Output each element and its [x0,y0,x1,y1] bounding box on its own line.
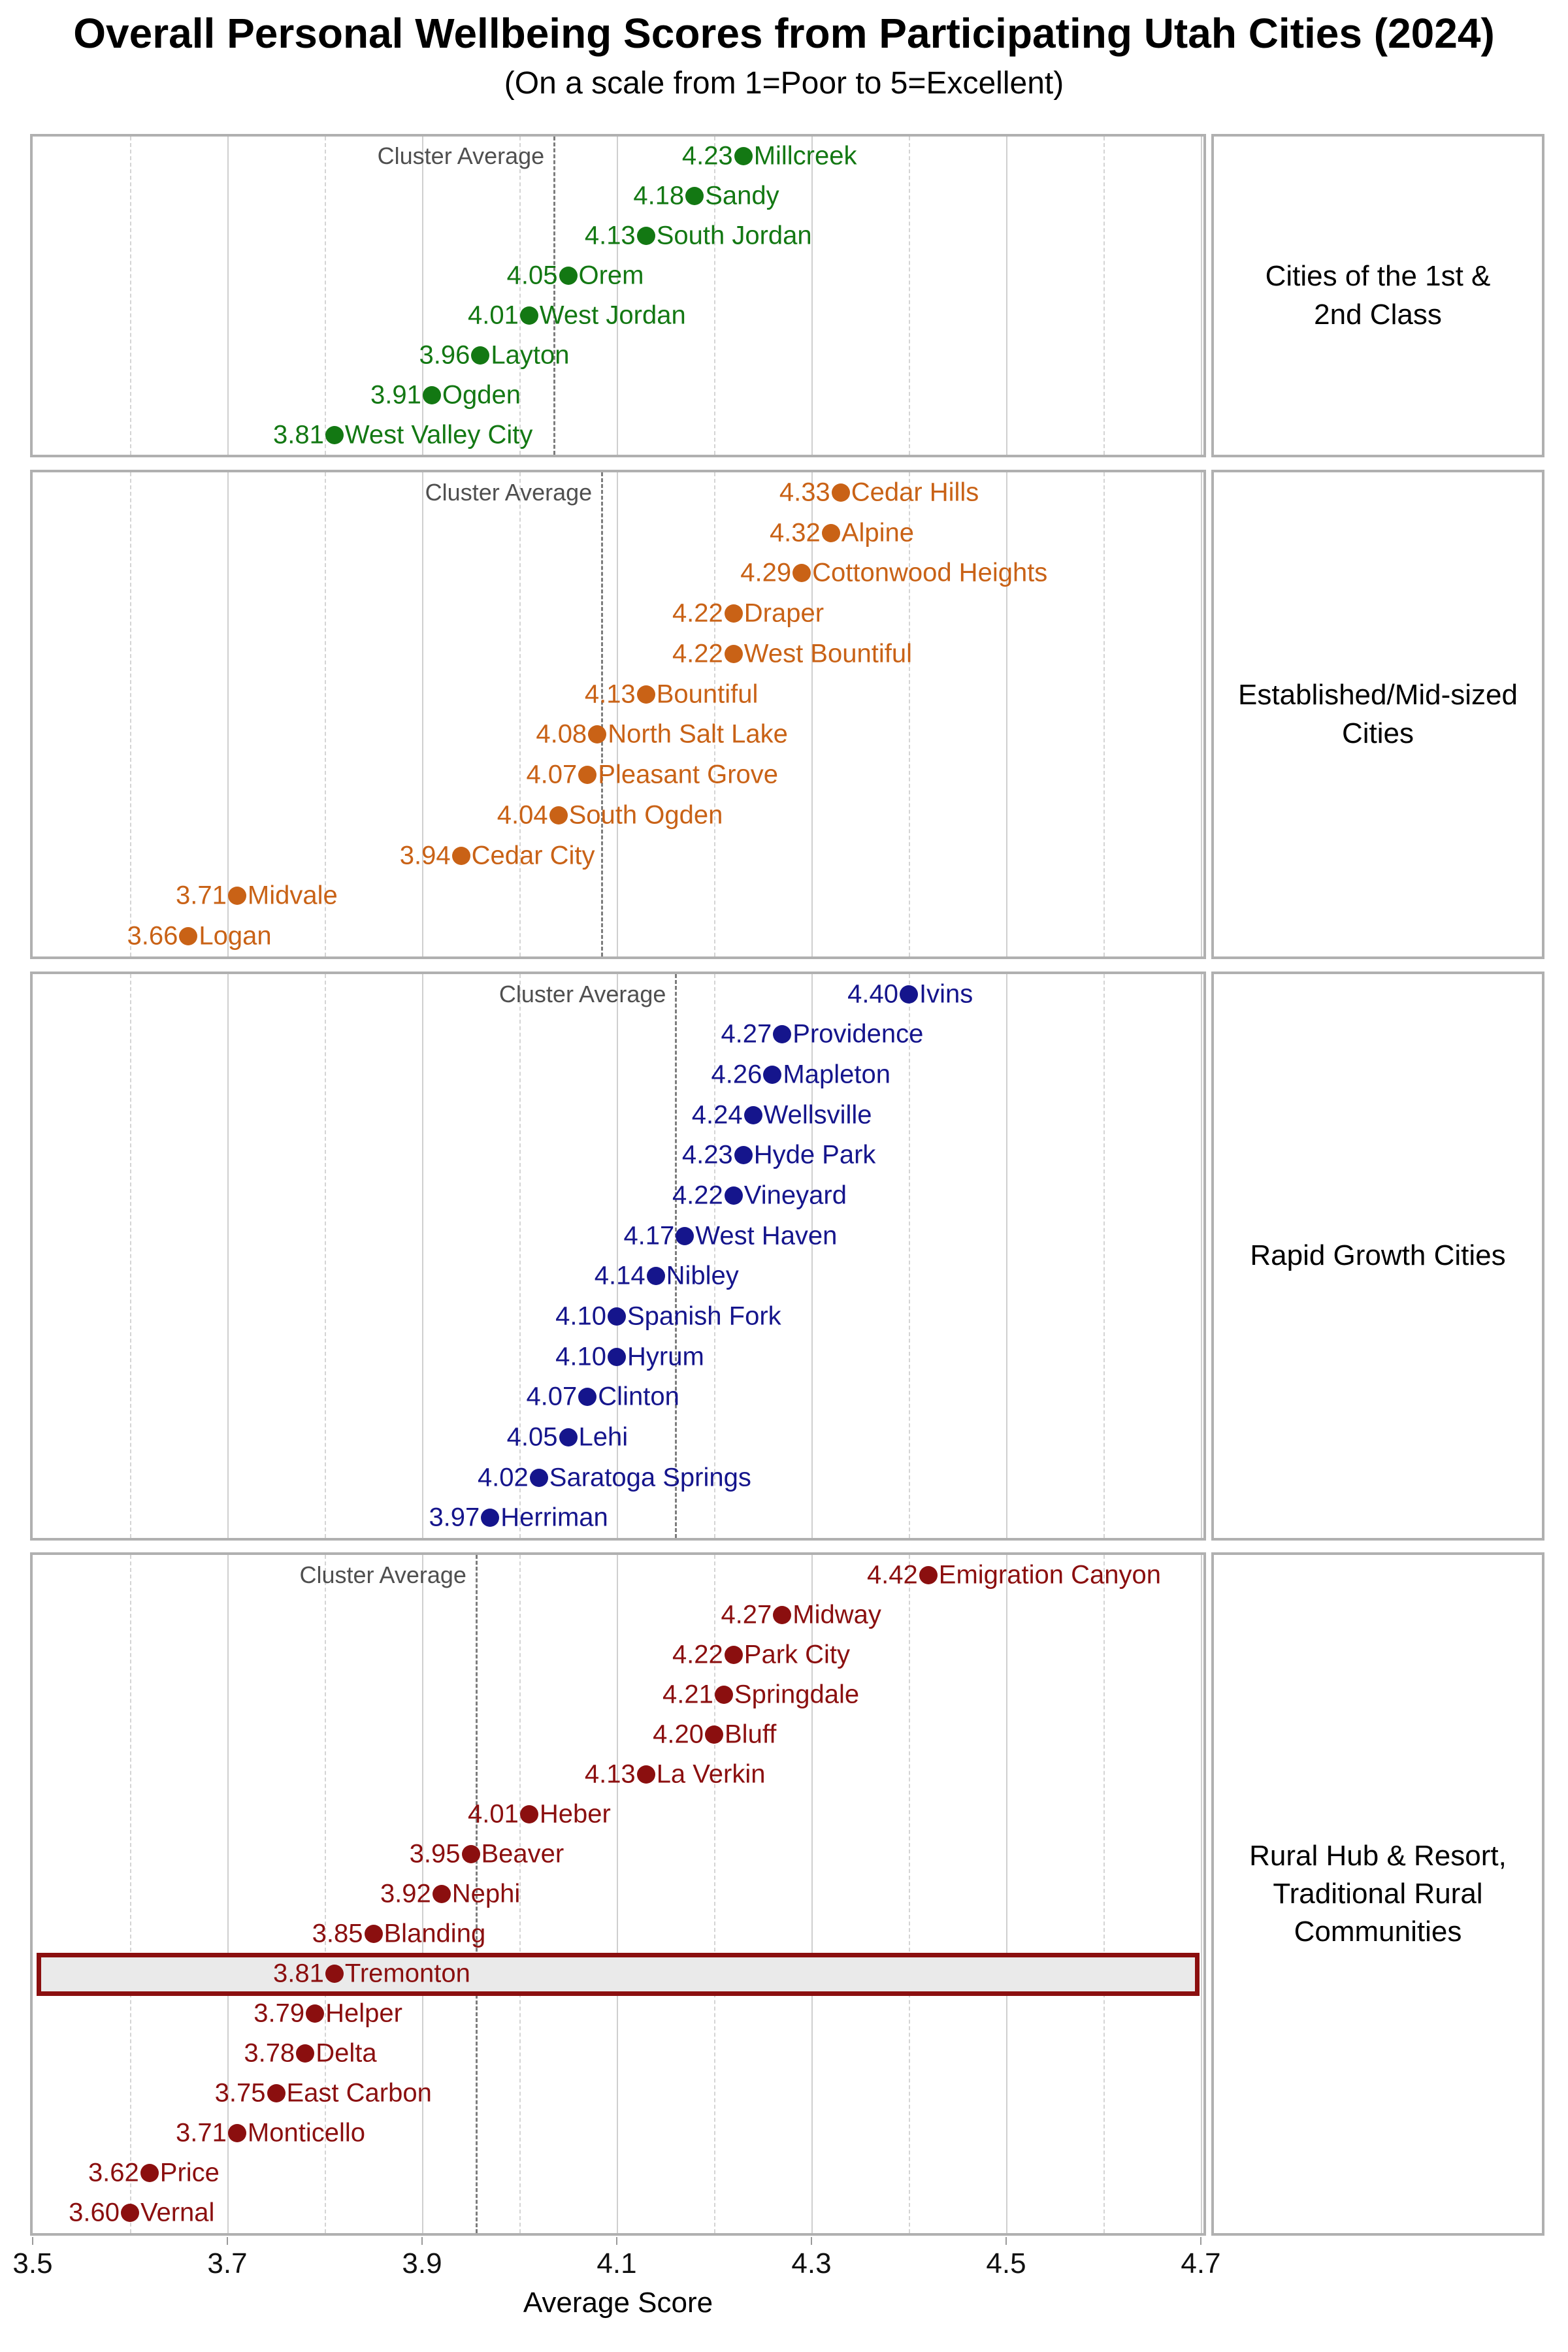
city-name: Beaver [481,1839,564,1869]
city-name: Clinton [598,1382,679,1411]
city-value: 4.10 [555,1301,606,1331]
city-value: 4.13 [584,1759,636,1789]
facet-panel-4 [30,1552,1206,2236]
data-point-dot [608,1307,626,1326]
city-name: Vernal [140,2198,215,2227]
major-gridline [617,974,618,1538]
major-gridline [811,137,813,455]
city-name: Millcreek [753,141,857,171]
city-name: South Ogden [568,800,723,830]
data-point-dot [725,1186,743,1205]
city-name: Park City [743,1640,851,1669]
city-value: 3.81 [273,420,324,449]
minor-gridline [909,137,910,455]
minor-gridline [1103,1555,1105,2233]
city-name: South Jordan [656,221,812,250]
city-name: West Bountiful [743,639,912,668]
city-value: 3.92 [380,1879,431,1908]
major-gridline [227,974,229,1538]
city-name: Cottonwood Heights [812,558,1048,587]
data-point-dot [365,1925,383,1943]
minor-gridline [130,137,131,455]
city-value: 4.20 [653,1720,704,1749]
minor-gridline [325,974,326,1538]
city-value: 4.01 [468,1799,519,1829]
city-value: 4.13 [584,679,636,709]
city-name: Hyde Park [753,1140,876,1169]
data-point-dot [676,1227,694,1245]
city-value: 4.27 [721,1019,772,1049]
city-name: Ivins [919,979,973,1009]
city-value: 4.26 [711,1060,762,1089]
data-point-dot [900,985,918,1004]
city-value: 3.97 [429,1503,480,1532]
x-tick-mark [1005,2237,1007,2245]
x-tick-label: 3.9 [402,2247,442,2279]
facet-label-line: 2nd Class [1314,298,1442,331]
facet-strip-4 [1211,1552,1544,2236]
city-name: Herriman [500,1503,608,1532]
data-point-dot [481,1509,499,1527]
data-point-dot [471,346,489,365]
city-value: 4.18 [633,181,685,210]
city-name: La Verkin [656,1759,766,1789]
city-value: 3.95 [409,1839,461,1869]
major-gridline [422,472,423,956]
data-point-dot [715,1686,733,1704]
chart-title: Overall Personal Wellbeing Scores from Participating Utah Cities (2024) [73,10,1495,57]
major-gridline [1006,974,1007,1538]
city-value: 3.96 [419,340,470,370]
cluster-average-line [553,137,555,455]
city-name: Price [159,2158,220,2187]
minor-gridline [325,137,326,455]
city-value: 4.10 [555,1342,606,1371]
city-name: Helper [325,1999,402,2028]
city-name: North Salt Lake [608,719,788,749]
facet-panel-1 [30,134,1206,457]
city-name: Orem [578,261,644,290]
major-gridline [227,137,229,455]
city-name: Hyrum [627,1342,704,1371]
data-point-dot [306,2004,324,2023]
major-gridline [617,472,618,956]
minor-gridline [909,1555,910,2233]
city-value: 4.22 [672,639,723,668]
major-gridline [1006,472,1007,956]
data-point-dot [725,604,743,623]
city-name: Blanding [384,1919,486,1948]
minor-gridline [1103,472,1105,956]
city-name: West Valley City [344,420,533,449]
city-name: Sandy [705,181,779,210]
city-value: 3.78 [244,2038,295,2068]
highlight-box [37,1953,1200,1996]
cluster-average-label: Cluster Average [377,142,545,170]
city-value: 3.71 [176,881,227,910]
x-tick-mark [1200,2237,1201,2245]
city-value: 4.29 [740,558,792,587]
major-gridline [617,1555,618,2233]
data-point-dot [121,2204,139,2222]
major-gridline [422,974,423,1538]
city-value: 3.91 [370,380,421,410]
minor-gridline [1103,137,1105,455]
city-name: Ogden [442,380,521,410]
x-tick-mark [616,2237,617,2245]
x-axis-title: Average Score [523,2287,713,2319]
city-value: 3.66 [127,921,178,951]
city-name: Wellsville [763,1100,872,1130]
city-value: 4.22 [672,598,723,628]
x-tick-label: 3.5 [12,2247,53,2279]
city-value: 3.81 [273,1959,324,1988]
facet-panel-3 [30,972,1206,1541]
data-point-dot [792,564,811,582]
data-point-dot [452,847,470,865]
facet-label-line: Cities [1341,717,1414,749]
data-point-dot [919,1566,938,1584]
city-name: Bluff [725,1720,777,1749]
city-name: Delta [316,2038,377,2068]
x-tick-label: 4.5 [986,2247,1026,2279]
minor-gridline [909,974,910,1538]
city-name: Vineyard [743,1181,847,1210]
facet-label-line: Established/Mid-sized [1238,679,1518,711]
city-value: 4.05 [506,261,558,290]
minor-gridline [130,472,131,956]
data-point-dot [734,147,753,165]
x-tick-mark [227,2237,228,2245]
x-tick-label: 3.7 [207,2247,248,2279]
city-value: 4.32 [769,518,821,547]
city-name: Spanish Fork [627,1301,781,1331]
data-point-dot [325,1965,344,1983]
city-value: 4.01 [468,301,519,330]
major-gridline [1006,1555,1007,2233]
major-gridline [1201,1555,1202,2233]
data-point-dot [140,2164,159,2182]
data-point-dot [179,927,197,945]
data-point-dot [608,1348,626,1366]
x-tick-mark [811,2237,812,2245]
city-name: Layton [491,340,570,370]
city-value: 4.02 [477,1463,529,1492]
data-point-dot [559,1428,578,1446]
city-value: 4.23 [681,1140,733,1169]
city-name: Monticello [247,2118,365,2148]
city-name: Saratoga Springs [549,1463,751,1492]
data-point-dot [647,1267,665,1285]
city-value: 4.07 [526,760,578,789]
city-name: Mapleton [783,1060,890,1089]
data-point-dot [588,725,606,743]
data-point-dot [705,1725,723,1744]
x-tick-label: 4.1 [596,2247,637,2279]
data-point-dot [228,2124,246,2142]
data-point-dot [725,1646,743,1664]
city-name: Pleasant Grove [598,760,778,789]
cluster-average-line [675,974,677,1538]
data-point-dot [578,766,596,784]
data-point-dot [549,806,568,825]
city-name: Cedar Hills [851,478,979,507]
major-gridline [617,137,618,455]
city-value: 4.27 [721,1600,772,1629]
city-name: Midway [792,1600,881,1629]
city-value: 4.33 [779,478,830,507]
facet-label-line: Cities of the 1st & [1265,260,1491,293]
data-point-dot [462,1845,480,1863]
city-name: Nibley [666,1261,739,1290]
city-name: Emigration Canyon [938,1560,1161,1590]
city-value: 3.60 [69,2198,120,2227]
city-value: 4.22 [672,1640,723,1669]
data-point-dot [832,483,850,502]
data-point-dot [423,386,441,404]
minor-gridline [519,472,521,956]
facet-strip-2 [1211,470,1544,959]
city-value: 3.79 [253,1999,305,2028]
city-value: 4.40 [847,979,898,1009]
data-point-dot [267,2084,286,2102]
major-gridline [1006,137,1007,455]
city-name: Lehi [578,1422,629,1452]
data-point-dot [637,227,655,245]
data-point-dot [433,1885,451,1903]
major-gridline [1201,974,1202,1538]
city-value: 4.22 [672,1181,723,1210]
city-name: Heber [539,1799,611,1829]
major-gridline [1201,137,1202,455]
city-value: 4.24 [691,1100,743,1130]
city-value: 4.21 [662,1680,713,1709]
city-name: Tremonton [344,1959,470,1988]
data-point-dot [773,1606,791,1624]
city-name: Springdale [734,1680,860,1709]
city-value: 4.08 [536,719,587,749]
city-name: Draper [743,598,825,628]
x-tick-mark [421,2237,423,2245]
minor-gridline [130,974,131,1538]
city-name: Midvale [247,881,338,910]
city-name: West Jordan [539,301,686,330]
minor-gridline [714,974,715,1538]
city-name: Bountiful [656,679,759,709]
data-point-dot [296,2044,314,2063]
data-point-dot [530,1469,548,1487]
x-tick-label: 4.7 [1181,2247,1221,2279]
city-value: 4.07 [526,1382,578,1411]
city-name: Logan [199,921,272,951]
facet-label-line: Communities [1294,1916,1462,1948]
cluster-average-label: Cluster Average [299,1561,466,1588]
facet-label-line: Rapid Growth Cities [1250,1239,1506,1272]
data-point-dot [763,1066,781,1084]
x-tick-label: 4.3 [791,2247,832,2279]
minor-gridline [130,1555,131,2233]
city-value: 4.05 [506,1422,558,1452]
city-value: 3.75 [214,2078,266,2108]
city-name: Providence [792,1019,924,1049]
city-value: 3.62 [88,2158,139,2187]
city-value: 3.71 [176,2118,227,2148]
data-point-dot [325,426,344,444]
data-point-dot [578,1388,596,1406]
city-name: Alpine [841,518,914,547]
data-point-dot [637,1765,655,1784]
city-name: East Carbon [286,2078,432,2108]
data-point-dot [520,306,538,325]
major-gridline [1201,472,1202,956]
city-value: 4.14 [594,1261,645,1290]
data-point-dot [725,645,743,663]
cluster-average-label: Cluster Average [498,980,666,1007]
chart-subtitle: (On a scale from 1=Poor to 5=Excellent) [504,66,1064,101]
city-value: 4.04 [497,800,548,830]
data-point-dot [559,267,578,285]
major-gridline [422,137,423,455]
data-point-dot [734,1146,753,1164]
cluster-average-label: Cluster Average [425,478,593,506]
city-value: 3.85 [312,1919,363,1948]
minor-gridline [714,472,715,956]
minor-gridline [1103,974,1105,1538]
data-point-dot [773,1025,791,1043]
data-point-dot [520,1805,538,1823]
city-value: 4.13 [584,221,636,250]
facet-label-line: Rural Hub & Resort, [1249,1839,1507,1872]
city-value: 3.94 [399,841,451,870]
major-gridline [227,472,229,956]
data-point-dot [822,524,840,542]
city-name: Cedar City [471,841,595,870]
city-name: West Haven [695,1221,838,1250]
city-value: 4.23 [681,141,733,171]
cluster-average-line [601,472,603,956]
data-point-dot [637,685,655,704]
facet-strip-3 [1211,972,1544,1541]
data-point-dot [685,187,704,205]
facet-strip-1 [1211,134,1544,457]
city-value: 4.17 [623,1221,675,1250]
facet-panel-2 [30,470,1206,959]
city-name: Nephi [451,1879,521,1908]
facet-label-line: Traditional Rural [1273,1877,1483,1910]
data-point-dot [744,1106,762,1124]
x-tick-mark [32,2237,33,2245]
data-point-dot [228,887,246,905]
major-gridline [811,974,813,1538]
city-value: 4.42 [866,1560,918,1590]
minor-gridline [519,974,521,1538]
